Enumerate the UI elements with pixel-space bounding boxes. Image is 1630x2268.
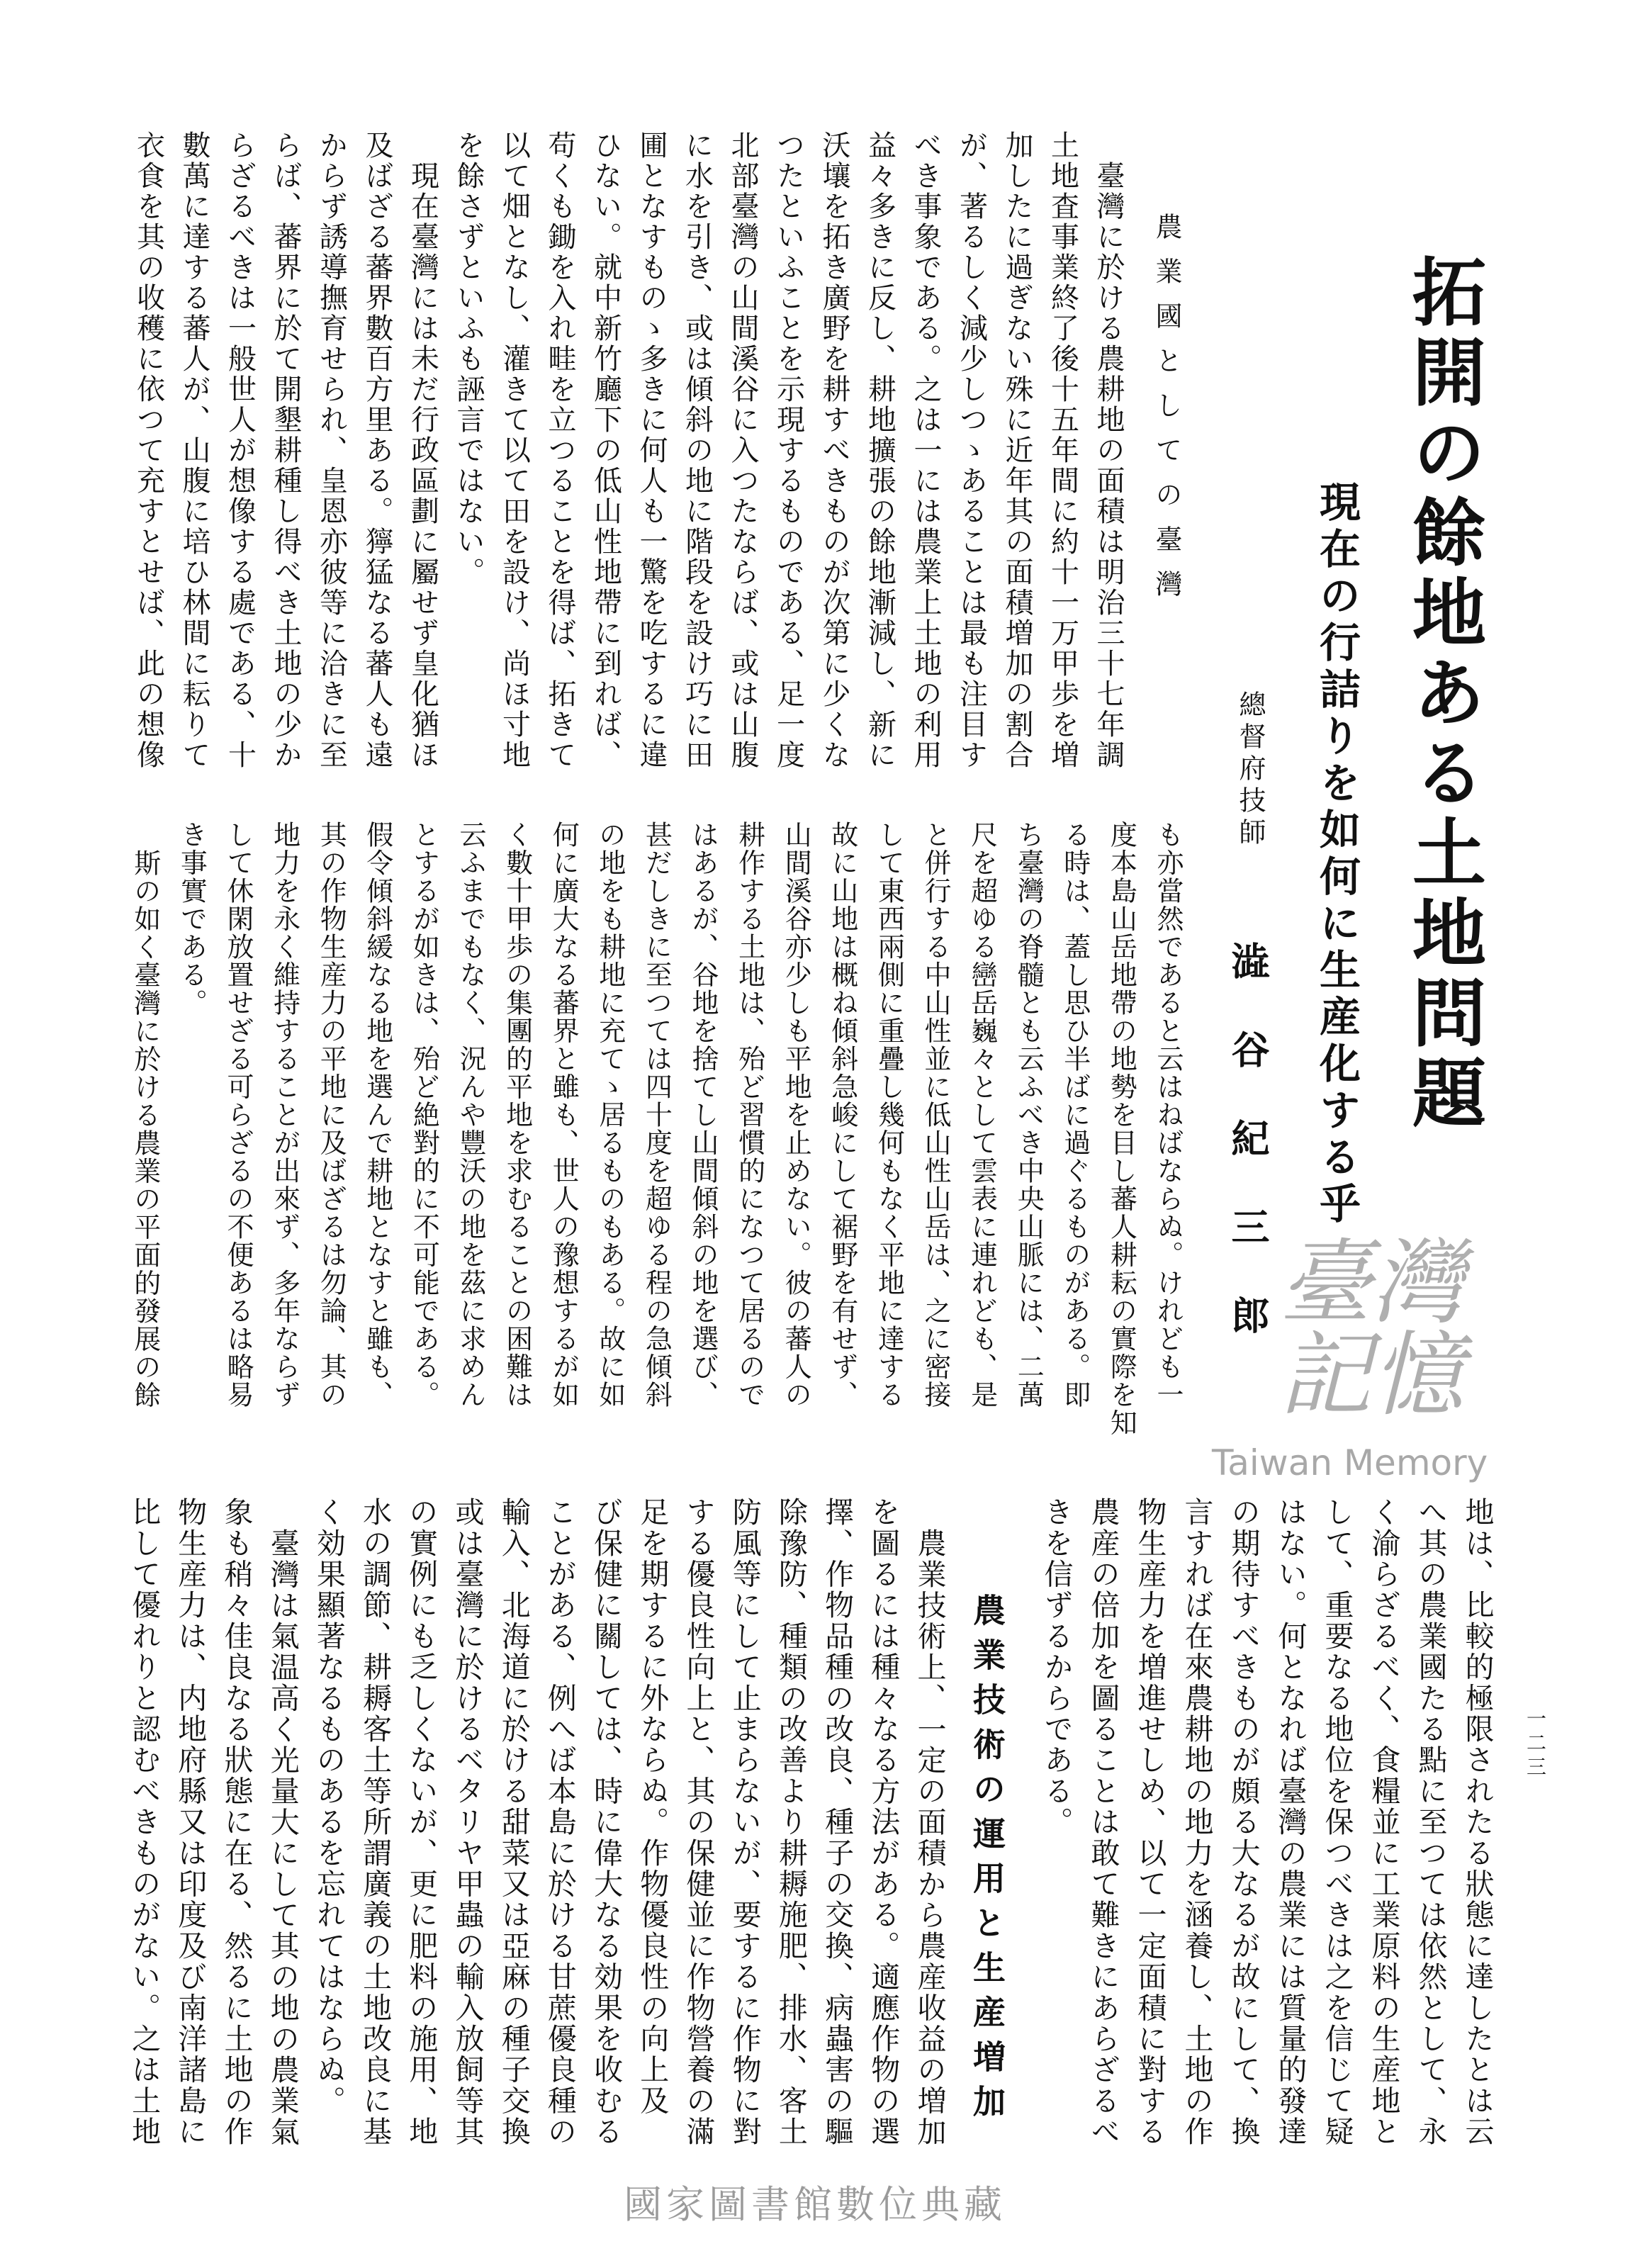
text-column: 或は臺灣に於けるベタリヤ甲蟲の輸入放飼等其 bbox=[450, 1497, 485, 2148]
text-column: 言すれば在來農耕地の地力を涵養し、土地の作 bbox=[1179, 1497, 1214, 2148]
text-column: へ其の農業國たる點に至つては依然として、永 bbox=[1413, 1497, 1448, 2148]
text-column: はない。何となれば臺灣の農業には質量的發達 bbox=[1273, 1497, 1308, 2148]
text-column: 圃となすものゝ多きに何人も一驚を吃するに違 bbox=[635, 130, 668, 770]
text-column: 地力を永く維持することが出來ず、多年ならず bbox=[269, 821, 300, 1409]
text-column: ことがある、例へば本島に於ける甘蔗優良種の bbox=[542, 1497, 577, 2148]
text-column: を圖るには種々なる方法がある。適應作物の選 bbox=[866, 1497, 901, 2148]
text-column: とするが如きは、殆ど絶對的に不可能である。 bbox=[408, 821, 440, 1409]
text-column: ち臺灣の脊髓とも云ふべき中央山脈には、二萬 bbox=[1013, 821, 1045, 1409]
text-column: 及ばざる蕃界數百方里ある。獰猛なる蕃人も遠 bbox=[361, 130, 393, 770]
text-column: 山間溪谷亦少しも平地を止めない。彼の蕃人の bbox=[780, 821, 812, 1409]
page-number: 一二三 bbox=[1524, 1708, 1547, 1780]
text-column: つたといふことを示現するものである、足一度 bbox=[772, 130, 805, 770]
text-column: 云ふまでもなく、況んや豐沃の地を茲に求めん bbox=[455, 821, 486, 1409]
text-column: する優良性向上と、其の保健並に作物營養の滿 bbox=[681, 1497, 716, 2148]
text-column: の期待すべきものが頗る大なるが故にして、換 bbox=[1226, 1497, 1261, 2148]
text-column: 益々多きに反し、耕地擴張の餘地漸減し、新に bbox=[863, 130, 896, 770]
text-column: べき事象である。之は一には農業上土地の利用 bbox=[909, 130, 942, 770]
text-column: して休閑放置せざる可らざるの不便あるは略易 bbox=[223, 821, 254, 1409]
text-column: 臺灣に於ける農耕地の面積は明治三十七年調 bbox=[1092, 161, 1125, 770]
text-column: 現在臺灣には未だ行政區劃に屬せず皇化猶ほ bbox=[406, 161, 439, 770]
text-column: く數十甲歩の集團的平地を求むることの困難は bbox=[501, 821, 533, 1409]
text-column: 假令傾斜緩なる地を選んで耕地となすと雖も、 bbox=[361, 821, 393, 1409]
text-column: 農業技術上、一定の面積から農産收益の増加 bbox=[912, 1528, 947, 2148]
text-column: の實例にも乏しくないが、更に肥料の施用、地 bbox=[404, 1497, 439, 2148]
text-column: 斯の如く臺灣に於ける農業の平面的發展の餘 bbox=[129, 849, 161, 1409]
text-column: 土地査事業終了後十五年間に約十一万甲歩を増 bbox=[1046, 130, 1079, 770]
text-column: 水の調節、耕耨客土等所謂廣義の土地改良に基 bbox=[358, 1497, 393, 2148]
text-column: 物生産力を増進せしめ、以て一定面積に對する bbox=[1132, 1497, 1167, 2148]
text-column: 輸入、北海道に於ける甜菜又は亞麻の種子交換 bbox=[496, 1497, 531, 2148]
footer-library-credit: 國家圖書館數位典藏 bbox=[624, 2182, 1006, 2227]
author-name: 澁谷紀三郎 bbox=[1225, 941, 1271, 1384]
text-column: 地は、比較的極限されたる狀態に達したとは云 bbox=[1460, 1497, 1495, 2148]
text-column: からず誘導撫育せられ、皇恩亦彼等に洽きに至 bbox=[315, 130, 348, 770]
text-column: ひない。就中新竹廳下の低山性地帶に到れば、 bbox=[589, 130, 622, 770]
article-title: 拓開の餘地ある土地問題 bbox=[1400, 254, 1487, 1135]
text-column: 北部臺灣の山間溪谷に入つたならば、或は山腹 bbox=[726, 130, 759, 770]
text-column: 苟くも鋤を入れ畦を立つることを得ば、拓きて bbox=[544, 130, 576, 770]
text-column: 何に廣大なる蕃界と雖も、世人の豫想するが如 bbox=[548, 821, 580, 1409]
text-column: 物生産力は、内地府縣又は印度及び南洋諸島に bbox=[173, 1497, 208, 2148]
watermark-main: 臺灣記憶 bbox=[1279, 1229, 1464, 1429]
text-column: 足を期するに外ならぬ。作物優良性の向上及 bbox=[635, 1497, 670, 2116]
text-column: して東西兩側に重疊し幾何もなく平地に達する bbox=[873, 821, 905, 1409]
text-column: き事實である。 bbox=[176, 821, 208, 1017]
text-column: 其の作物生産力の平地に及ばざるは勿論、其の bbox=[315, 821, 347, 1409]
text-column: らば、蕃界に於て開墾耕種し得べき土地の少か bbox=[269, 130, 302, 770]
text-column: 數萬に達する蕃人が、山腹に培ひ林間に耘りて bbox=[178, 130, 210, 770]
text-column: きを信ずるからである。 bbox=[1039, 1497, 1074, 1838]
section-heading: 農業國としての臺灣 bbox=[1151, 213, 1182, 614]
text-column: 耕作する土地は、殆ど習慣的になつて居るので bbox=[734, 821, 765, 1409]
text-column: 防風等にして止まらないが、要するに作物に對 bbox=[727, 1497, 762, 2148]
text-column: 比して優れりと認むべきものがない。之は土地 bbox=[127, 1497, 162, 2148]
text-column: 以て畑となし、灌きて以て田を設け、尚ほ寸地 bbox=[498, 130, 531, 770]
text-column: はあるが、谷地を捨てし山間傾斜の地を選び、 bbox=[687, 821, 719, 1409]
text-column: の地をも耕地に充てゝ居るものもある。故に如 bbox=[594, 821, 626, 1409]
article-subtitle: 現在の行詰りを如何に生産化する乎 bbox=[1313, 481, 1361, 1229]
text-column: 度本島山岳地帶の地勢を目し蕃人耕耘の實際を知 bbox=[1106, 821, 1137, 1437]
watermark-logo bbox=[1212, 1229, 1619, 1492]
text-column: も亦當然であると云はねばならぬ。けれども一 bbox=[1152, 821, 1184, 1409]
text-column: に水を引き、或は傾斜の地に階段を設け巧に田 bbox=[680, 130, 714, 770]
text-column: を餘さずといふも誣言ではない。 bbox=[452, 130, 485, 588]
text-column: 臺灣は氣温高く光量大にして其の地の農業氣 bbox=[265, 1528, 300, 2148]
text-column: 除豫防、種類の改善より耕耨施肥、排水、客土 bbox=[773, 1497, 808, 2148]
text-column: 故に山地は概ね傾斜急峻にして裾野を有せず、 bbox=[826, 821, 858, 1409]
text-column: 衣食を其の收穫に依つて充すとせば、此の想像 bbox=[132, 130, 165, 770]
text-column: 擇、作物品種の改良、種子の交換、病蟲害の驅 bbox=[820, 1497, 855, 2148]
text-column: く効果顯著なるものあるを忘れてはならぬ。 bbox=[311, 1497, 346, 2116]
text-column: が、著るしく減少しつゝあることは最も注目す bbox=[955, 130, 988, 770]
text-column: 甚だしきに至つては四十度を超ゆる程の急傾斜 bbox=[641, 821, 673, 1409]
text-column: と併行する中山性並に低山性山岳は、之に密接 bbox=[920, 821, 951, 1409]
text-column: び保健に關しては、時に偉大なる効果を收むる bbox=[589, 1497, 624, 2148]
section-heading: 農業技術の運用と生産増加 bbox=[968, 1593, 1006, 2129]
text-column: 農産の倍加を圖ることは敢て難きにあらざるべ bbox=[1086, 1497, 1120, 2148]
author-position: 總督府技師 bbox=[1235, 690, 1266, 850]
text-column: 象も稍々佳良なる狀態に在る、然るに土地の作 bbox=[219, 1497, 254, 2148]
text-column: 尺を超ゆる巒岳巍々として雲表に連れども、是 bbox=[966, 821, 998, 1409]
text-column: 加したに過ぎない殊に近年其の面積増加の割合 bbox=[1001, 130, 1033, 770]
watermark-sub: Taiwan Memory bbox=[1212, 1442, 1488, 1483]
text-column: して、重要なる地位を保つべきは之を信じて疑 bbox=[1320, 1497, 1354, 2148]
text-column: 沃壤を拓き廣野を耕すべきものが次第に少くな bbox=[818, 130, 850, 770]
text-column: る時は、蓋し思ひ半ばに過ぐるものがある。即 bbox=[1059, 821, 1091, 1409]
text-column: らざるべきは一般世人が想像する處である、十 bbox=[223, 130, 257, 770]
text-column: く渝らざるべく、食糧並に工業原料の生産地と bbox=[1366, 1497, 1401, 2148]
